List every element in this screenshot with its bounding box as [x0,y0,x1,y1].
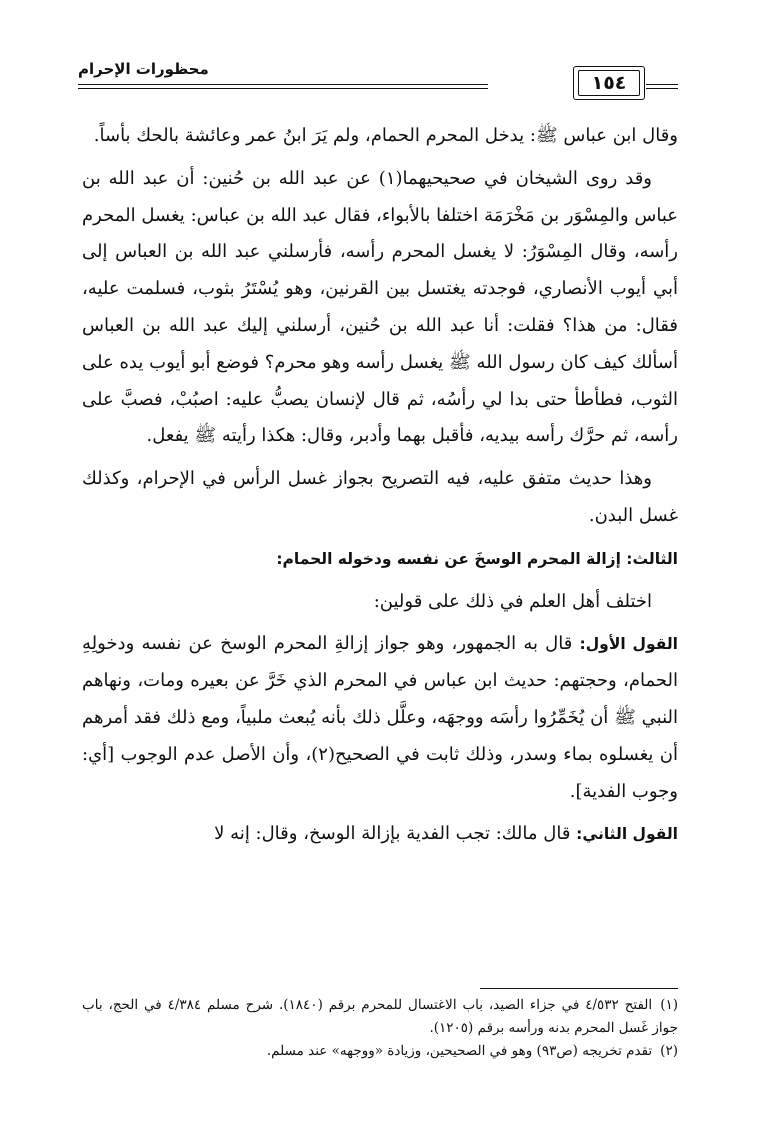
page-number-box [573,66,645,100]
header-rule [78,84,488,85]
footnote-rule [480,988,678,989]
paragraph: وقد روى الشيخان في صحيحيهما(١) عن عبد الله بن حُنين: أن عبد الله بن عباس والمِسْوَر بن مَخْرَمَة اختلفا بالأبواء، فقال عبد الله بن عباس: يغسل المحرم رأسه، وقال المِسْوَرُ: لا يغسل المحرم رأسه، فأرسلني عبد الله بن العباس إلى أبي أيوب الأنصاري، فوجدته يغتسل بين القرنين، وهو يُسْتَرُ بثوب، فسلمت عليه، فقال: من هذا؟ فقلت: أنا عبد الله بن حُنين، أرسلني إليك عبد الله بن العباس أسألك كيف كان رسول الله ﷺ يغسل رأسه وهو محرم؟ فوضع أبو أيوب يده على الثوب، فطأطأ حتى بدا لي رأسُه، ثم قال لإنسان يصبُّ عليه: اصبُبْ، فصبَّ على رأسه، ثم حرَّك رأسه بيديه، فأقبل بهما وأدبر، وقال: هكذا رأيته ﷺ يفعل. [82,167,678,447]
section-heading: الثالث: إزالة المحرم الوسخَ عن نفسه ودخوله الحمام: [276,549,678,568]
footnote [82,1040,678,1063]
footnote-number: (١) [660,997,679,1013]
opinion-paragraph [82,626,678,810]
footnotes [82,994,678,1063]
footnote-text: تقدم تخريجه (ص٩٣) وهو في الصحيحين، وزيادة «ووجهه» عند مسلم. [266,1043,653,1059]
page-number: ١٥٤ [578,70,640,96]
footnote-text: الفتح ٤/٥٣٢ في جزاء الصيد، باب الاغتسال للمحرم برقم (١٨٤٠). شرح مسلم ٤/٣٨٤ في الحج، باب جواز غَسل المحرم بدنه ورأسه برقم (١٢٠٥). [82,997,678,1036]
opinion-paragraph [82,816,678,853]
footnote-number: (٢) [660,1043,678,1059]
opinion-text: قال مالك: تجب الفدية بإزالة الوسخ، وقال: إنه لا [214,823,577,845]
header-rule [646,88,678,89]
paragraph: وقال ابن عباس ﷺ: يدخل المحرم الحمام، ولم يَرَ ابنُ عمر وعائشة بالحك بأساً. [93,125,678,146]
main-text [82,118,678,859]
opinion-text: قال به الجمهور، وهو جواز إزالةِ المحرم الوسخ عن نفسه ودخولِهِ الحمام، وحجتهم: حديث ابن عباس في المحرم الذي خَرَّ عن بعيره ومات، ونهاهم النبي ﷺ أن يُخَمِّرُوا رأسَه ووجهَه، وعلَّل ذلك بأنه يُبعث ملبياً، ومع ذلك فقد أمرهم أن يغسلوه بماء وسدر، وذلك ثابت في الصحيح(٢)، وأن الأصل عدم الوجوب [أي: وجوب الفدية]. [82,633,678,802]
chapter-title: محظورات الإحرام [78,60,209,78]
running-header [78,60,678,102]
footnote [82,994,678,1040]
header-rule [78,88,488,89]
paragraph: وهذا حديث متفق عليه، فيه التصريح بجواز غسل الرأس في الإحرام، وكذلك غسل البدن. [82,468,678,526]
paragraph: اختلف أهل العلم في ذلك على قولين: [373,590,652,612]
opinion-label: القول الثاني: [576,825,678,844]
header-rule [646,84,678,85]
opinion-label: القول الأول: [579,635,678,654]
